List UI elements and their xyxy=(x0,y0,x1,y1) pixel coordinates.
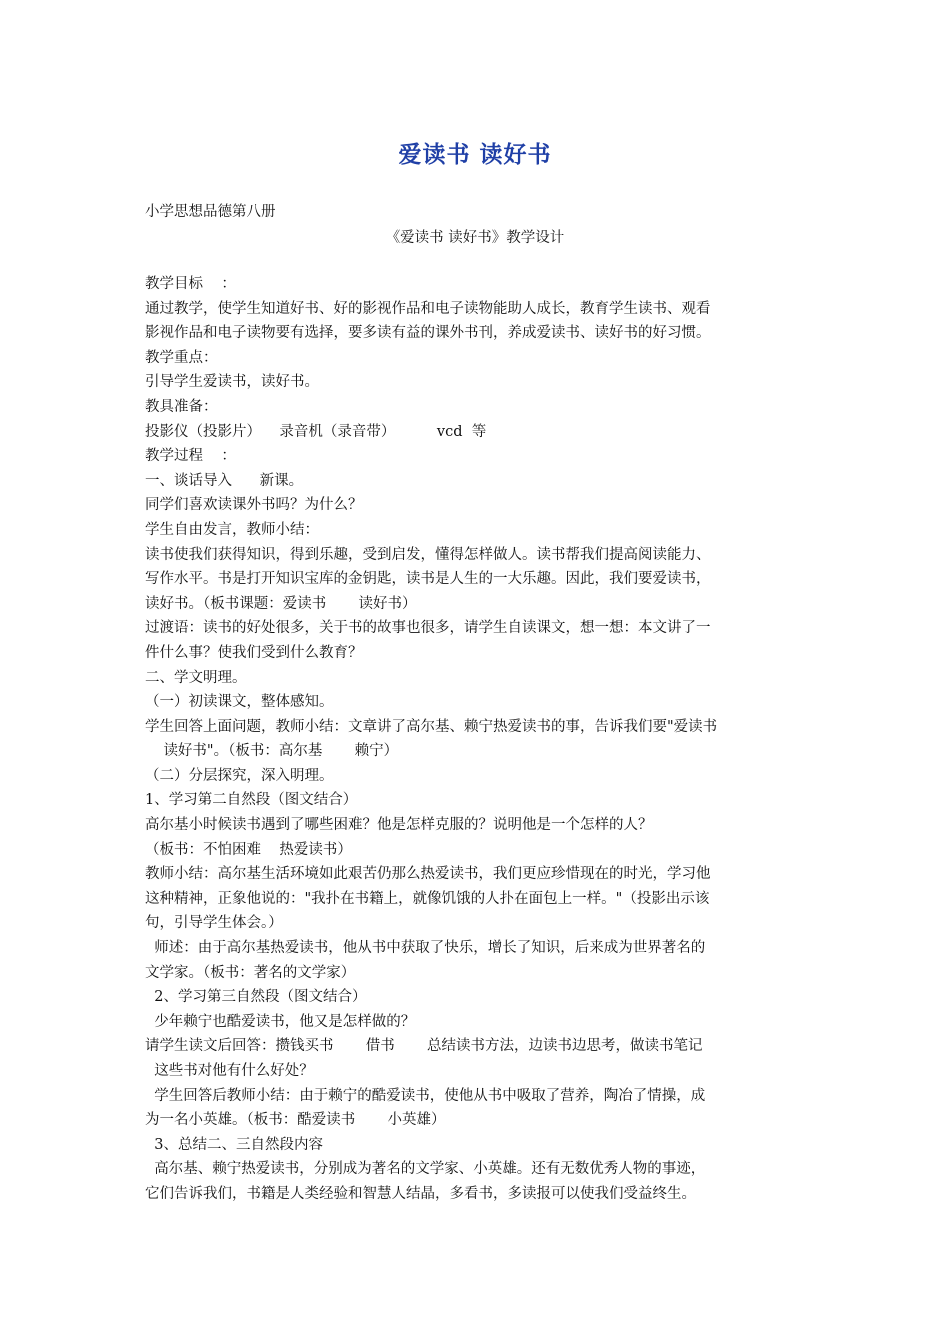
text-line: 1、学习第二自然段（图文结合） xyxy=(145,792,358,809)
text-line: 件什么事？使我们受到什么教育？ xyxy=(145,644,363,661)
text-line: 读书使我们获得知识，得到乐趣，受到启发，懂得怎样做人。读书帮我们提高阅读能力、 xyxy=(145,546,711,563)
document-title: 爱读书 读好书 xyxy=(398,142,552,168)
text-line: 2、学习第三自然段（图文结合） xyxy=(145,989,367,1006)
text-line: 请学生读文后回答：攒钱买书 借书 总结读书方法，边读书边思考，做读书笔记 xyxy=(145,1038,703,1055)
document-subject: 小学思想品德第八册 xyxy=(145,204,276,220)
text-line: 高尔基小时候读书遇到了哪些困难？他是怎样克服的？说明他是一个怎样的人？ xyxy=(145,817,653,834)
text-line: （板书：不怕困难 热爱读书） xyxy=(145,841,352,858)
text-line: 投影仪（投影片） 录音机（录音带） vcd 等 xyxy=(145,423,487,440)
text-line: 学生回答上面问题，教师小结：文章讲了高尔基、赖宁热爱读书的事，告诉我们要"爱读书 xyxy=(145,718,718,735)
text-line: 二、学文明理。 xyxy=(145,669,247,686)
text-line: 影视作品和电子读物要有选择，要多读有益的课外书刊，养成爱读书、读好书的好习惯。 xyxy=(145,325,711,342)
text-line: 教学过程 ： xyxy=(145,448,236,465)
text-line: 写作水平。书是打开知识宝库的金钥匙，读书是人生的一大乐趣。因此，我们要爱读书， xyxy=(145,571,711,588)
text-line: 学生自由发言，教师小结： xyxy=(145,521,319,538)
text-line: 通过教学，使学生知道好书、好的影视作品和电子读物能助人成长，教育学生读书、观看 xyxy=(145,300,711,317)
text-line: （二）分层探究，深入明理。 xyxy=(145,767,334,784)
text-line: 教学重点： xyxy=(145,349,218,366)
text-line: 少年赖宁也酷爱读书，他又是怎样做的？ xyxy=(145,1013,416,1030)
text-line: （一）初读课文，整体感知。 xyxy=(145,694,334,711)
text-line: 引导学生爱读书，读好书。 xyxy=(145,374,319,391)
text-line: 读好书"。（板书：高尔基 赖宁） xyxy=(145,743,399,760)
text-line: 过渡语：读书的好处很多，关于书的故事也很多，请学生自读课文，想一想：本文讲了一 xyxy=(145,620,711,637)
text-line: 一、谈话导入 新课。 xyxy=(145,472,304,489)
text-line: 读好书。（板书课题：爱读书 读好书） xyxy=(145,595,417,612)
text-line: 同学们喜欢读课外书吗？为什么？ xyxy=(145,497,363,514)
text-line: 句，引导学生体会。） xyxy=(145,915,283,932)
text-line: 学生回答后教师小结：由于赖宁的酷爱读书，使他从书中吸取了营养，陶冶了情操，成 xyxy=(145,1087,706,1104)
text-line: 这些书对他有什么好处？ xyxy=(145,1063,314,1079)
document-body xyxy=(145,272,805,1207)
text-line: 文学家。（板书：著名的文学家） xyxy=(145,964,356,981)
text-line: 它们告诉我们，书籍是人类经验和智慧人结晶，多看书，多读报可以使我们受益终生。 xyxy=(145,1185,696,1202)
document-subtitle: 《爱读书 读好书》教学设计 xyxy=(385,230,565,246)
text-line: 3、总结二、三自然段内容 xyxy=(145,1136,323,1153)
text-line: 为一名小英雄。（板书：酷爱读书 小英雄） xyxy=(145,1112,446,1129)
text-line: 师述：由于高尔基热爱读书，他从书中获取了快乐，增长了知识，后来成为世界著名的 xyxy=(145,940,706,957)
text-line: 教具准备： xyxy=(145,398,218,415)
text-line: 高尔基、赖宁热爱读书，分别成为著名的文学家、小英雄。还有无数优秀人物的事迹， xyxy=(145,1161,706,1178)
text-line: 这种精神，正象他说的："我扑在书籍上，就像饥饿的人扑在面包上一样。"（投影出示该 xyxy=(145,890,710,907)
text-line: 教师小结：高尔基生活环境如此艰苦仍那么热爱读书，我们更应珍惜现在的时光，学习他 xyxy=(145,866,711,883)
text-line: 教学目标 ： xyxy=(145,276,236,292)
